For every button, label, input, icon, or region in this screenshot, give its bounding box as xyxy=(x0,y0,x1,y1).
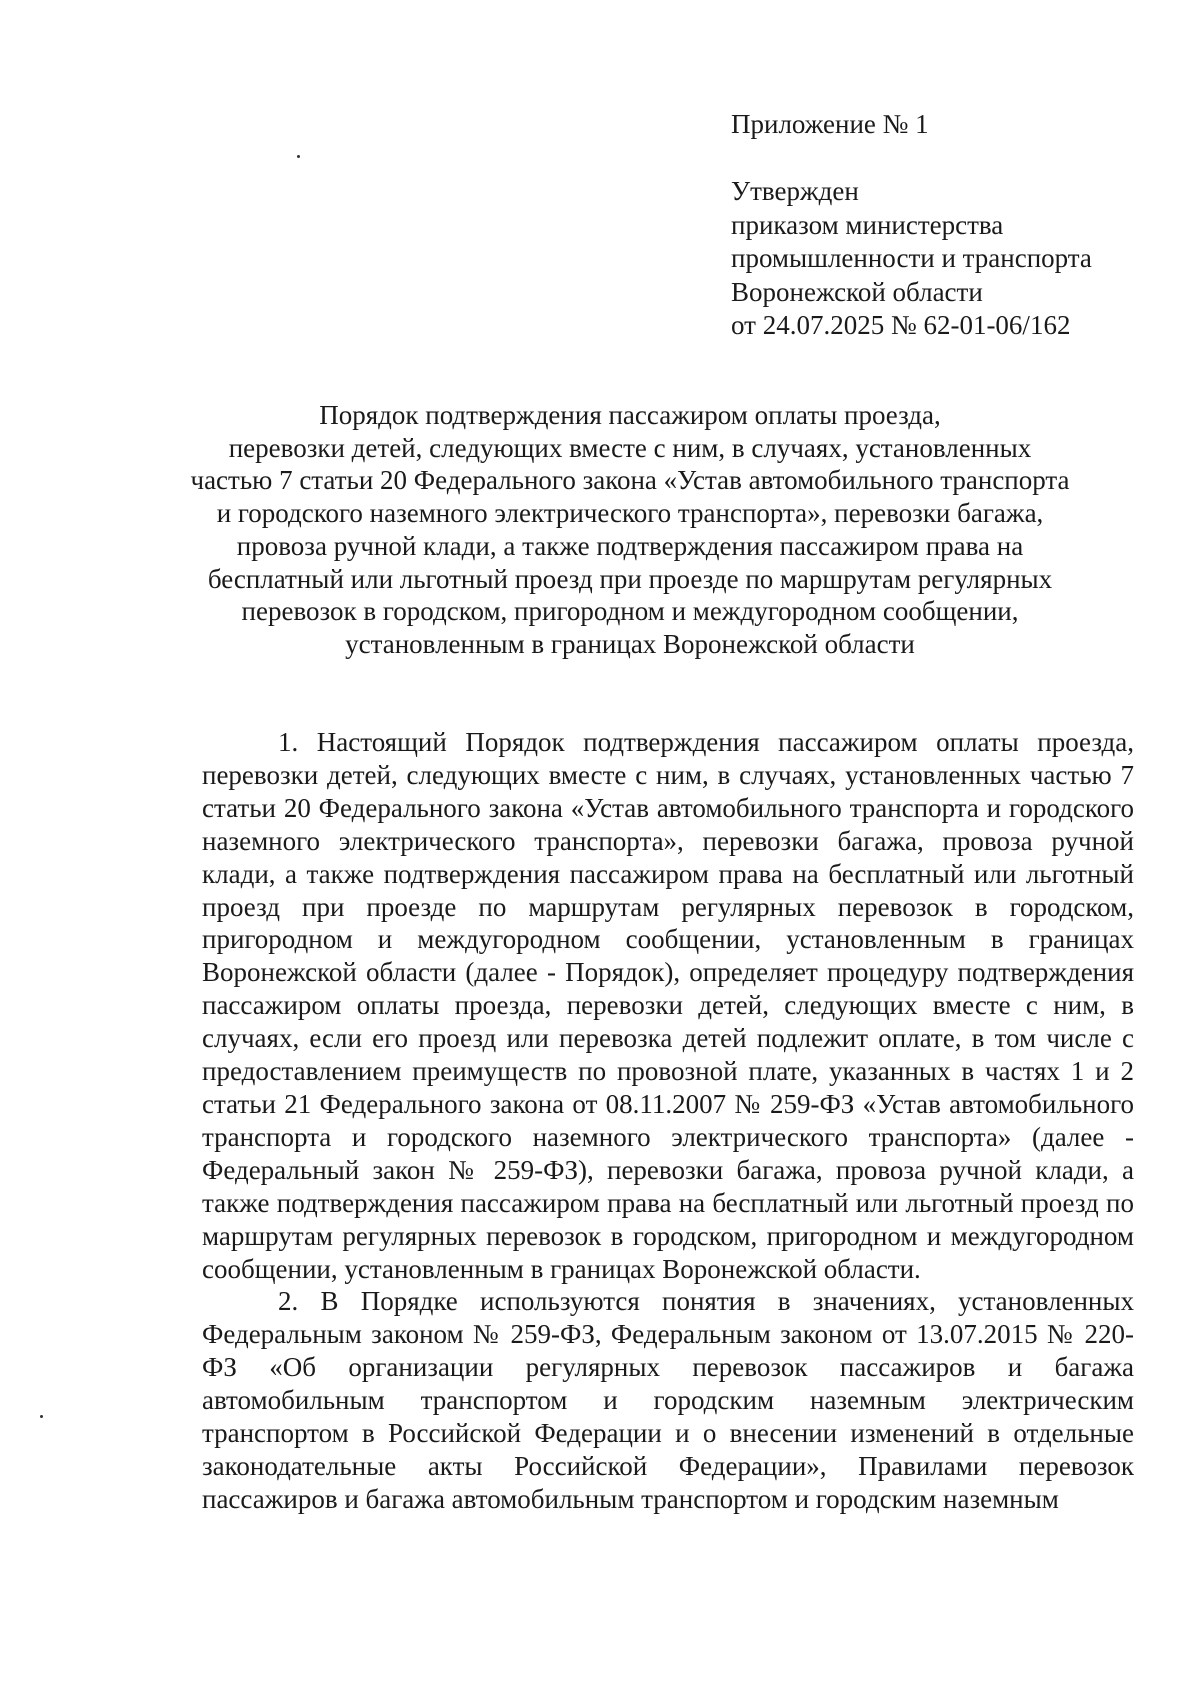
approval-line: приказом министерства xyxy=(731,209,1004,240)
document-body xyxy=(202,726,1134,1516)
title-line: перевозок в городском, пригородном и междугородном сообщении, xyxy=(241,596,1019,627)
title-line: частью 7 статьи 20 Федерального закона «Устав автомобильного транспорта xyxy=(190,465,1070,496)
paragraph-1: 1. Настоящий Порядок подтверждения пассажиром оплаты проезда, перевозки детей, следующих вместе с ним, в случаях, установленных частью 7 статьи 20 Федерального закона «Устав автомобильного транспорта и городского наземного электрического транспорта», перевозки багажа, провоза ручной клади, а также подтверждения пассажиром права на бесплатный или льготный проезд при проезде по маршрутам регулярных перевозок в городском, пригородном и междугородном сообщении, установленным в границах Воронежской области (далее - Порядок), определяет процедуру подтверждения пассажиром оплаты проезда, перевозки детей, следующих вместе с ним, в случаях, если его проезд или перевозка детей подлежит оплате, в том числе с предоставлением преимуществ по провозной плате, указанных в частях 1 и 2 статьи 21 Федерального закона от 08.11.2007 № 259-ФЗ «Устав автомобильного транспорта и городского наземного электрического транспорта» (далее - Федеральный закон № 259-ФЗ), перевозки багажа, провоза ручной клади, а также подтверждения пассажиром права на бесплатный или льготный проезд по маршрутам регулярных перевозок в городском, пригородном и междугородном сообщении, установленным в границах Воронежской области. xyxy=(202,727,1134,1284)
title-line: перевозки детей, следующих вместе с ним, в случаях, установленных xyxy=(228,432,1032,463)
title-line: бесплатный или льготный проезд при проезде по маршрутам регулярных xyxy=(207,563,1053,594)
document-title xyxy=(170,399,1090,661)
scan-speck xyxy=(297,155,300,158)
scan-speck xyxy=(40,1415,43,1418)
title-line: установленным в границах Воронежской области xyxy=(345,628,915,659)
approval-line: от 24.07.2025 № 62-01-06/162 xyxy=(731,310,1071,340)
approval-block xyxy=(731,175,1092,343)
title-line: провоза ручной клади, а также подтверждения пассажиром права на xyxy=(236,530,1024,561)
approval-line: Утвержден xyxy=(731,176,859,206)
appendix-label: Приложение № 1 xyxy=(731,109,929,139)
paragraph-2: 2. В Порядке используются понятия в значениях, установленных Федеральным законом № 259-ФЗ, Федеральным законом от 13.07.2015 № 220-ФЗ «Об организации регулярных перевозок пассажиров и багажа автомобильным транспортом и городским наземным электрическим транспортом в Российской Федерации и о внесении изменений в отдельные законодательные акты Российской Федерации», Правилами перевозок пассажиров и багажа автомобильным транспортом и городским наземным xyxy=(202,1286,1134,1514)
title-line: и городского наземного электрического транспорта», перевозки багажа, xyxy=(216,498,1044,529)
approval-line: Воронежской области xyxy=(731,276,983,307)
approval-line: промышленности и транспорта xyxy=(731,243,1092,273)
title-line: Порядок подтверждения пассажиром оплаты проезда, xyxy=(319,400,941,430)
